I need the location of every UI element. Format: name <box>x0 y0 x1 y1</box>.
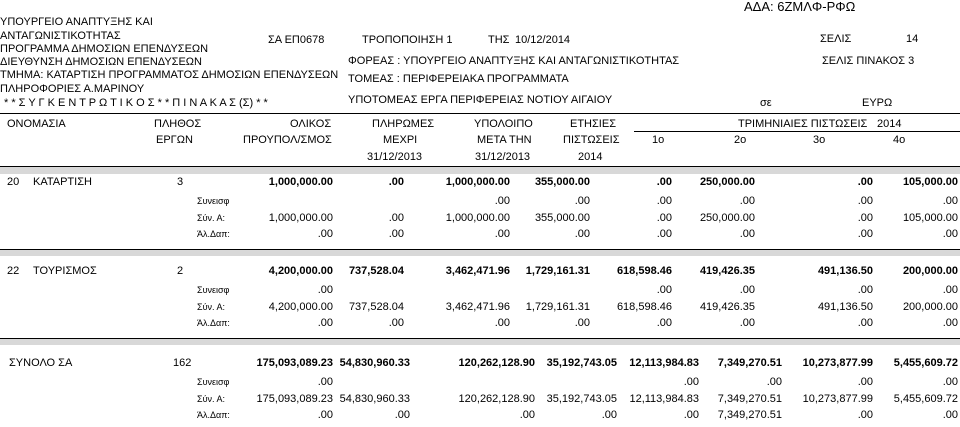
group-total-value: 1,000,000.00 <box>445 176 510 188</box>
group-count: 2 <box>177 265 184 277</box>
group-total-value: .00 <box>857 176 873 188</box>
subrow-value: 355,000.00 <box>534 212 590 224</box>
group-total-value: 737,528.04 <box>348 265 404 277</box>
group-total-value: 5,455,609.72 <box>893 357 958 369</box>
foreas: ΦΟΡΕΑΣ : ΥΠΟΥΡΓΕΙΟ ΑΝΑΠΤΥΞΗΣ ΚΑΙ ΑΝΤΑΓΩΝΙΣΤΙΚΟΤΗΤΑΣ <box>348 55 680 67</box>
subrow-value: 737,528.04 <box>348 301 404 313</box>
group-total-value: 10,273,877.99 <box>802 357 873 369</box>
subrow-value: .00 <box>317 284 333 296</box>
subrow-value: .00 <box>494 228 510 240</box>
subrow-value: .00 <box>317 376 333 388</box>
subrow-label: Συνεισφ <box>197 377 230 387</box>
col-meta-tin: ΜΕΤΑ ΤΗΝ <box>477 134 532 146</box>
subrow-value: .00 <box>683 409 699 421</box>
col-q4: 4ο <box>893 134 906 146</box>
subrow-value: .00 <box>494 317 510 329</box>
subrow-value: .00 <box>739 228 755 240</box>
quarters-rule <box>634 131 960 132</box>
subrow-value: .00 <box>494 195 510 207</box>
subrow-value: .00 <box>574 228 590 240</box>
group-total-value: 105,000.00 <box>902 176 958 188</box>
group-total-value: 355,000.00 <box>534 176 590 188</box>
group-total-value: 35,192,743.05 <box>546 357 617 369</box>
subrow-value: 200,000.00 <box>902 301 958 313</box>
subrow-label: Άλ.Δαπ: <box>197 410 230 420</box>
group-total-value: 175,093,089.23 <box>256 357 333 369</box>
col-proupol: ΠΡΟΥΠΟΛ/ΣΜΟΣ <box>243 134 332 146</box>
col-trimhniaies-year: 2014 <box>877 118 902 130</box>
subrow-label: Σύν. Α: <box>197 213 225 223</box>
subrow-value: 419,426.35 <box>699 301 755 313</box>
header-line-7: * * Σ Υ Γ Κ Ε Ν Τ Ρ Ω Τ Ι Κ Ο Σ * * Π Ι Ν Α Κ Α Σ (Σ) * * <box>4 97 268 109</box>
header-line-6: ΠΛΗΡΟΦΟΡΙΕΣ Α.ΜΑΡΙΝΟΥ <box>0 83 145 95</box>
subrow-value: .00 <box>656 284 672 296</box>
group-total-value: 200,000.00 <box>902 265 958 277</box>
subrow-value: .00 <box>394 409 410 421</box>
subrow-value: 12,113,984.83 <box>629 393 699 405</box>
group-total-value: 491,136.50 <box>817 265 873 277</box>
subrow-value: .00 <box>574 317 590 329</box>
group-total-value: 3,462,471.96 <box>445 265 510 277</box>
subrow-value: .00 <box>388 228 404 240</box>
group-total-value: 120,262,128.90 <box>458 357 535 369</box>
group-total-value: 1,729,161.31 <box>525 265 590 277</box>
subrow-value: 1,000,000.00 <box>268 212 333 224</box>
header-line-3: ΠΡΟΓΡΑΜΜΑ ΔΗΜΟΣΙΩΝ ΕΠΕΝΔΥΣΕΩΝ <box>0 43 209 55</box>
subrow-value: .00 <box>857 317 873 329</box>
selis-pinakos: ΣΕΛΙΣ ΠΙΝΑΚΟΣ 3 <box>822 55 915 67</box>
subrow-value: .00 <box>857 284 873 296</box>
tomeas: ΤΟΜΕΑΣ : ΠΕΡΙΦΕΡΕΙΑΚΑ ΠΡΟΓΡΑΜΜΑΤΑ <box>348 73 569 85</box>
subrow-value: 35,192,743.05 <box>546 393 617 405</box>
group-total-value: 4,200,000.00 <box>268 265 333 277</box>
col-onomasia: ΟΝΟΜΑΣΙΑ <box>7 118 66 130</box>
col-q3: 3ο <box>813 134 826 146</box>
subrow-value: .00 <box>739 284 755 296</box>
subrow-value: 7,349,270.51 <box>717 393 782 405</box>
selis-value: 14 <box>906 33 919 45</box>
header-line-1: ΥΠΟΥΡΓΕΙΟ ΑΝΑΠΤΥΞΗΣ ΚΑΙ <box>0 16 153 28</box>
subrow-value: .00 <box>388 317 404 329</box>
subrow-value: 1,000,000.00 <box>445 212 510 224</box>
header-line-2: ΑΝΤΑΓΩΝΙΣΤΙΚΟΤΗΤΑΣ <box>0 30 121 42</box>
subrow-label: Συνεισφ <box>197 285 230 295</box>
subrow-value: 54,830,960.33 <box>339 393 410 405</box>
subrow-value: 120,262,128.90 <box>458 393 535 405</box>
group-total-value: 419,426.35 <box>699 265 755 277</box>
group-total-value: 250,000.00 <box>699 176 755 188</box>
subrow-label: Άλ.Δαπ: <box>197 318 230 328</box>
subrow-value: .00 <box>739 317 755 329</box>
col-mexri: ΜΕΧΡΙ <box>383 134 418 146</box>
col-olikos: ΟΛΙΚΟΣ <box>290 118 332 130</box>
subrow-value: .00 <box>656 317 672 329</box>
subrow-value: .00 <box>317 317 333 329</box>
header-top-rule <box>0 113 960 114</box>
tropopoiisi: ΤΡΟΠΟΠΟΙΗΣΗ 1 <box>362 34 453 46</box>
subrow-value: .00 <box>683 376 699 388</box>
subrow-value: 3,462,471.96 <box>445 301 510 313</box>
col-plithos: ΠΛΗΘΟΣ <box>154 118 202 130</box>
subrow-value: 250,000.00 <box>699 212 755 224</box>
subrow-value: .00 <box>942 284 958 296</box>
group-code: 20 <box>7 176 20 188</box>
subrow-value: .00 <box>766 376 782 388</box>
subrow-value: .00 <box>574 195 590 207</box>
col-q1: 1ο <box>652 134 665 146</box>
subrow-value: .00 <box>656 212 672 224</box>
subrow-value: .00 <box>388 212 404 224</box>
group-divider-band <box>0 339 960 345</box>
subrow-value: 7,349,270.51 <box>717 409 782 421</box>
subrow-value: 175,093,089.23 <box>256 393 333 405</box>
group-total-value: .00 <box>656 176 672 188</box>
col-pliromes-date: 31/12/2013 <box>367 151 423 163</box>
header-bottom-band <box>0 167 960 174</box>
report-date: 10/12/2014 <box>515 34 571 46</box>
col-trimhniaies: ΤΡΙΜΗΝΙΑΙΕΣ ΠΙΣΤΩΣΕΙΣ <box>738 118 868 130</box>
subrow-value: .00 <box>601 409 617 421</box>
ada-number: ΑΔΑ: 6ΖΜΛΦ-ΡΦΩ <box>744 0 856 14</box>
subrow-value: .00 <box>656 228 672 240</box>
subrow-value: 618,598.46 <box>616 301 672 313</box>
col-etisies: ΕΤΗΣΙΕΣ <box>570 118 616 130</box>
col-ypoloipo-date: 31/12/2013 <box>475 151 531 163</box>
subrow-value: .00 <box>519 409 535 421</box>
subrow-value: .00 <box>857 195 873 207</box>
subrow-value: .00 <box>857 409 873 421</box>
header-line-5: ΤΜΗΜΑ: ΚΑΤΑΡΤΙΣΗ ΠΡΟΓΡΑΜΜΑΤΟΣ ΔΗΜΟΣΙΩΝ ΕΠΕΝΔΥΣΕΩΝ <box>0 69 339 81</box>
col-ergon: ΕΡΓΩΝ <box>156 134 193 146</box>
group-name: ΚΑΤΑΡΤΙΣΗ <box>33 176 92 188</box>
col-pistoseis: ΠΙΣΤΩΣΕΙΣ <box>563 134 620 146</box>
group-count: 3 <box>177 176 184 188</box>
subrow-label: Σύν. Α: <box>197 302 225 312</box>
ypotomeas: ΥΠΟΤΟΜΕΑΣ ΕΡΓΑ ΠΕΡΙΦΕΡΕΙΑΣ ΝΟΤΙΟΥ ΑΙΓΑΙΟΥ <box>348 94 613 106</box>
subrow-value: .00 <box>942 317 958 329</box>
group-name: ΤΟΥΡΙΣΜΟΣ <box>33 265 97 277</box>
subrow-value: .00 <box>942 409 958 421</box>
currency-se: σε <box>760 97 772 109</box>
subrow-value: .00 <box>942 228 958 240</box>
group-total-value: 618,598.46 <box>616 265 672 277</box>
subrow-value: 4,200,000.00 <box>268 301 333 313</box>
subrow-value: .00 <box>857 228 873 240</box>
subrow-label: Σύν. Α: <box>197 394 225 404</box>
subrow-value: .00 <box>857 212 873 224</box>
col-q2: 2ο <box>734 134 747 146</box>
group-count: 162 <box>173 357 192 369</box>
sa-code: ΣΑ ΕΠ0678 <box>268 34 325 46</box>
subrow-value: .00 <box>857 376 873 388</box>
subrow-value: .00 <box>942 195 958 207</box>
group-total-value: .00 <box>388 176 404 188</box>
subrow-value: .00 <box>317 228 333 240</box>
header-line-4: ΔΙΕΥΘΥΝΣΗ ΔΗΜΟΣΙΩΝ ΕΠΕΝΔΥΣΕΩΝ <box>0 56 202 68</box>
group-total-value: 12,113,984.83 <box>629 357 699 369</box>
subrow-value: .00 <box>942 376 958 388</box>
col-etisies-year: 2014 <box>578 151 603 163</box>
subrow-value: 491,136.50 <box>817 301 873 313</box>
subrow-label: Συνεισφ <box>197 196 230 206</box>
group-divider-band <box>0 250 960 256</box>
selis-label: ΣΕΛΙΣ <box>820 33 852 45</box>
subrow-value: 5,455,609.72 <box>893 393 958 405</box>
tis-label: ΤΗΣ <box>488 34 510 46</box>
group-total-value: 7,349,270.51 <box>717 357 782 369</box>
group-total-value: 1,000,000.00 <box>268 176 333 188</box>
group-total-value: 54,830,960.33 <box>339 357 410 369</box>
subrow-value: 105,000.00 <box>902 212 958 224</box>
subrow-value: .00 <box>739 195 755 207</box>
col-pliromes: ΠΛΗΡΩΜΕΣ <box>372 118 435 130</box>
currency-euro: ΕΥΡΩ <box>862 97 893 109</box>
subrow-value: .00 <box>317 409 333 421</box>
group-code: 22 <box>7 265 20 277</box>
subrow-value: 1,729,161.31 <box>525 301 590 313</box>
subrow-value: 10,273,877.99 <box>802 393 873 405</box>
group-name: ΣΥΝΟΛΟ ΣΑ <box>9 357 73 369</box>
subrow-label: Άλ.Δαπ: <box>197 229 230 239</box>
subrow-value: .00 <box>656 195 672 207</box>
col-ypoloipo: ΥΠΟΛΟΙΠΟ <box>474 118 533 130</box>
